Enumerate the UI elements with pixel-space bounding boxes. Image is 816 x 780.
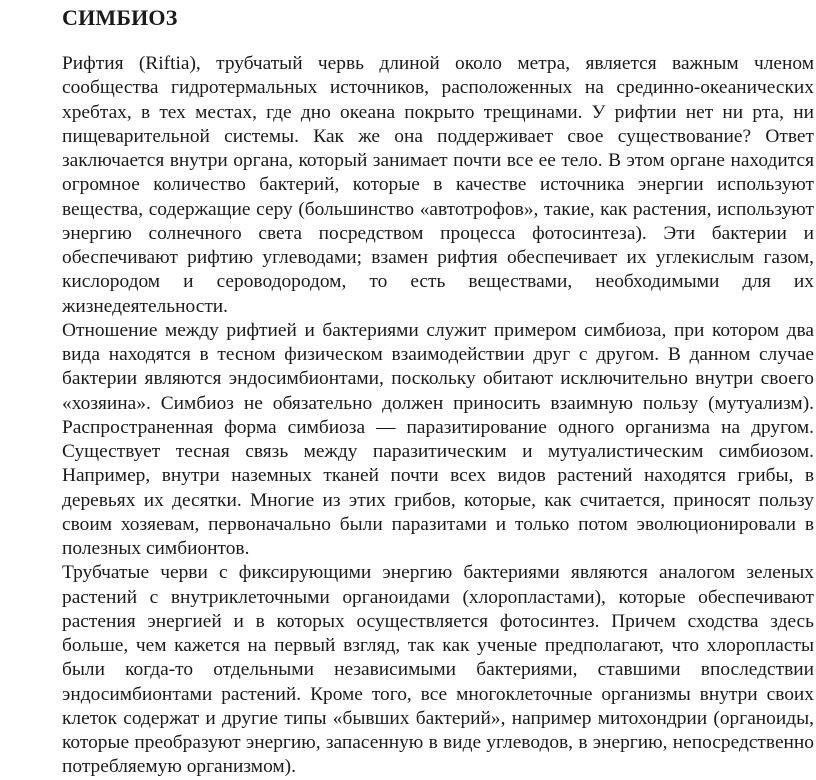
paragraph-riftia: Рифтия (Riftia), трубчатый червь длиной около метра, является важным членом сообщества гидротермальных источников, расположенных на срединно-океанических хребтах, в тех местах, где дно океана покрыто трещинами. У рифтии нет ни рта, ни пищеварительной системы. Как же она поддерживает свое существование? Ответ заключается внутри органа, который занимает почти все ее тело. В этом органе находится огромное количество бактерий, которые в качестве источника энергии используют вещества, содержащие серу (большинство «автотрофов», такие, как растения, используют энергию солнечного света посредством процесса фотосинтеза). Эти бактерии и обеспечивают рифтию углеводами; взамен рифтия обеспечивает их углекислым газом, кислородом и сероводородом, то есть веществами, необходимыми для их жизнедеятельности. [62, 53, 814, 317]
body-text [62, 52, 814, 780]
paragraph-symbiosis: Отношение между рифтией и бактериями служит примером симбиоза, при котором два вида находятся в тесном физическом взаимодействии друг с другом. В данном случае бактерии являются эндосимбионтами, поскольку обитают исключительно внутри своего «хозяина». Симбиоз не обязательно должен приносить взаимную пользу (мутуализм). Распространенная форма симбиоза — паразитирование одного организма на другом. Существует тесная связь между паразитическим и мутуалистическим симбиозом. Например, внутри наземных тканей почти всех видов растений находятся грибы, в деревьях их десятки. Многие из этих грибов, которые, как считается, приносят пользу своим хозяевам, первоначально были паразитами и только потом эволюционировали в полезных симбионтов. [62, 319, 814, 559]
paragraph-chloroplasts: Трубчатые черви с фиксирующими энергию бактериями являются аналогом зеленых растений с внутриклеточными органоидами (хлоропластами), которые обеспечивают растения энергией и в которых осуществляется фотосинтез. Причем сходства здесь больше, чем кажется на первый взгляд, так как ученые предполагают, что хлоропласты были когда-то отдельными независимыми бактериями, ставшими впоследствии эндосимбионтами растений. Кроме того, все многоклеточные организмы внутри своих клеток содержат и другие типы «бывших бактерий», например митохондрии (органоиды, которые преобразуют энергию, запасенную в виде углеводов, в энергию, непосредственно потребляемую организмом). [62, 562, 814, 778]
page-title: СИМБИОЗ [62, 5, 178, 30]
